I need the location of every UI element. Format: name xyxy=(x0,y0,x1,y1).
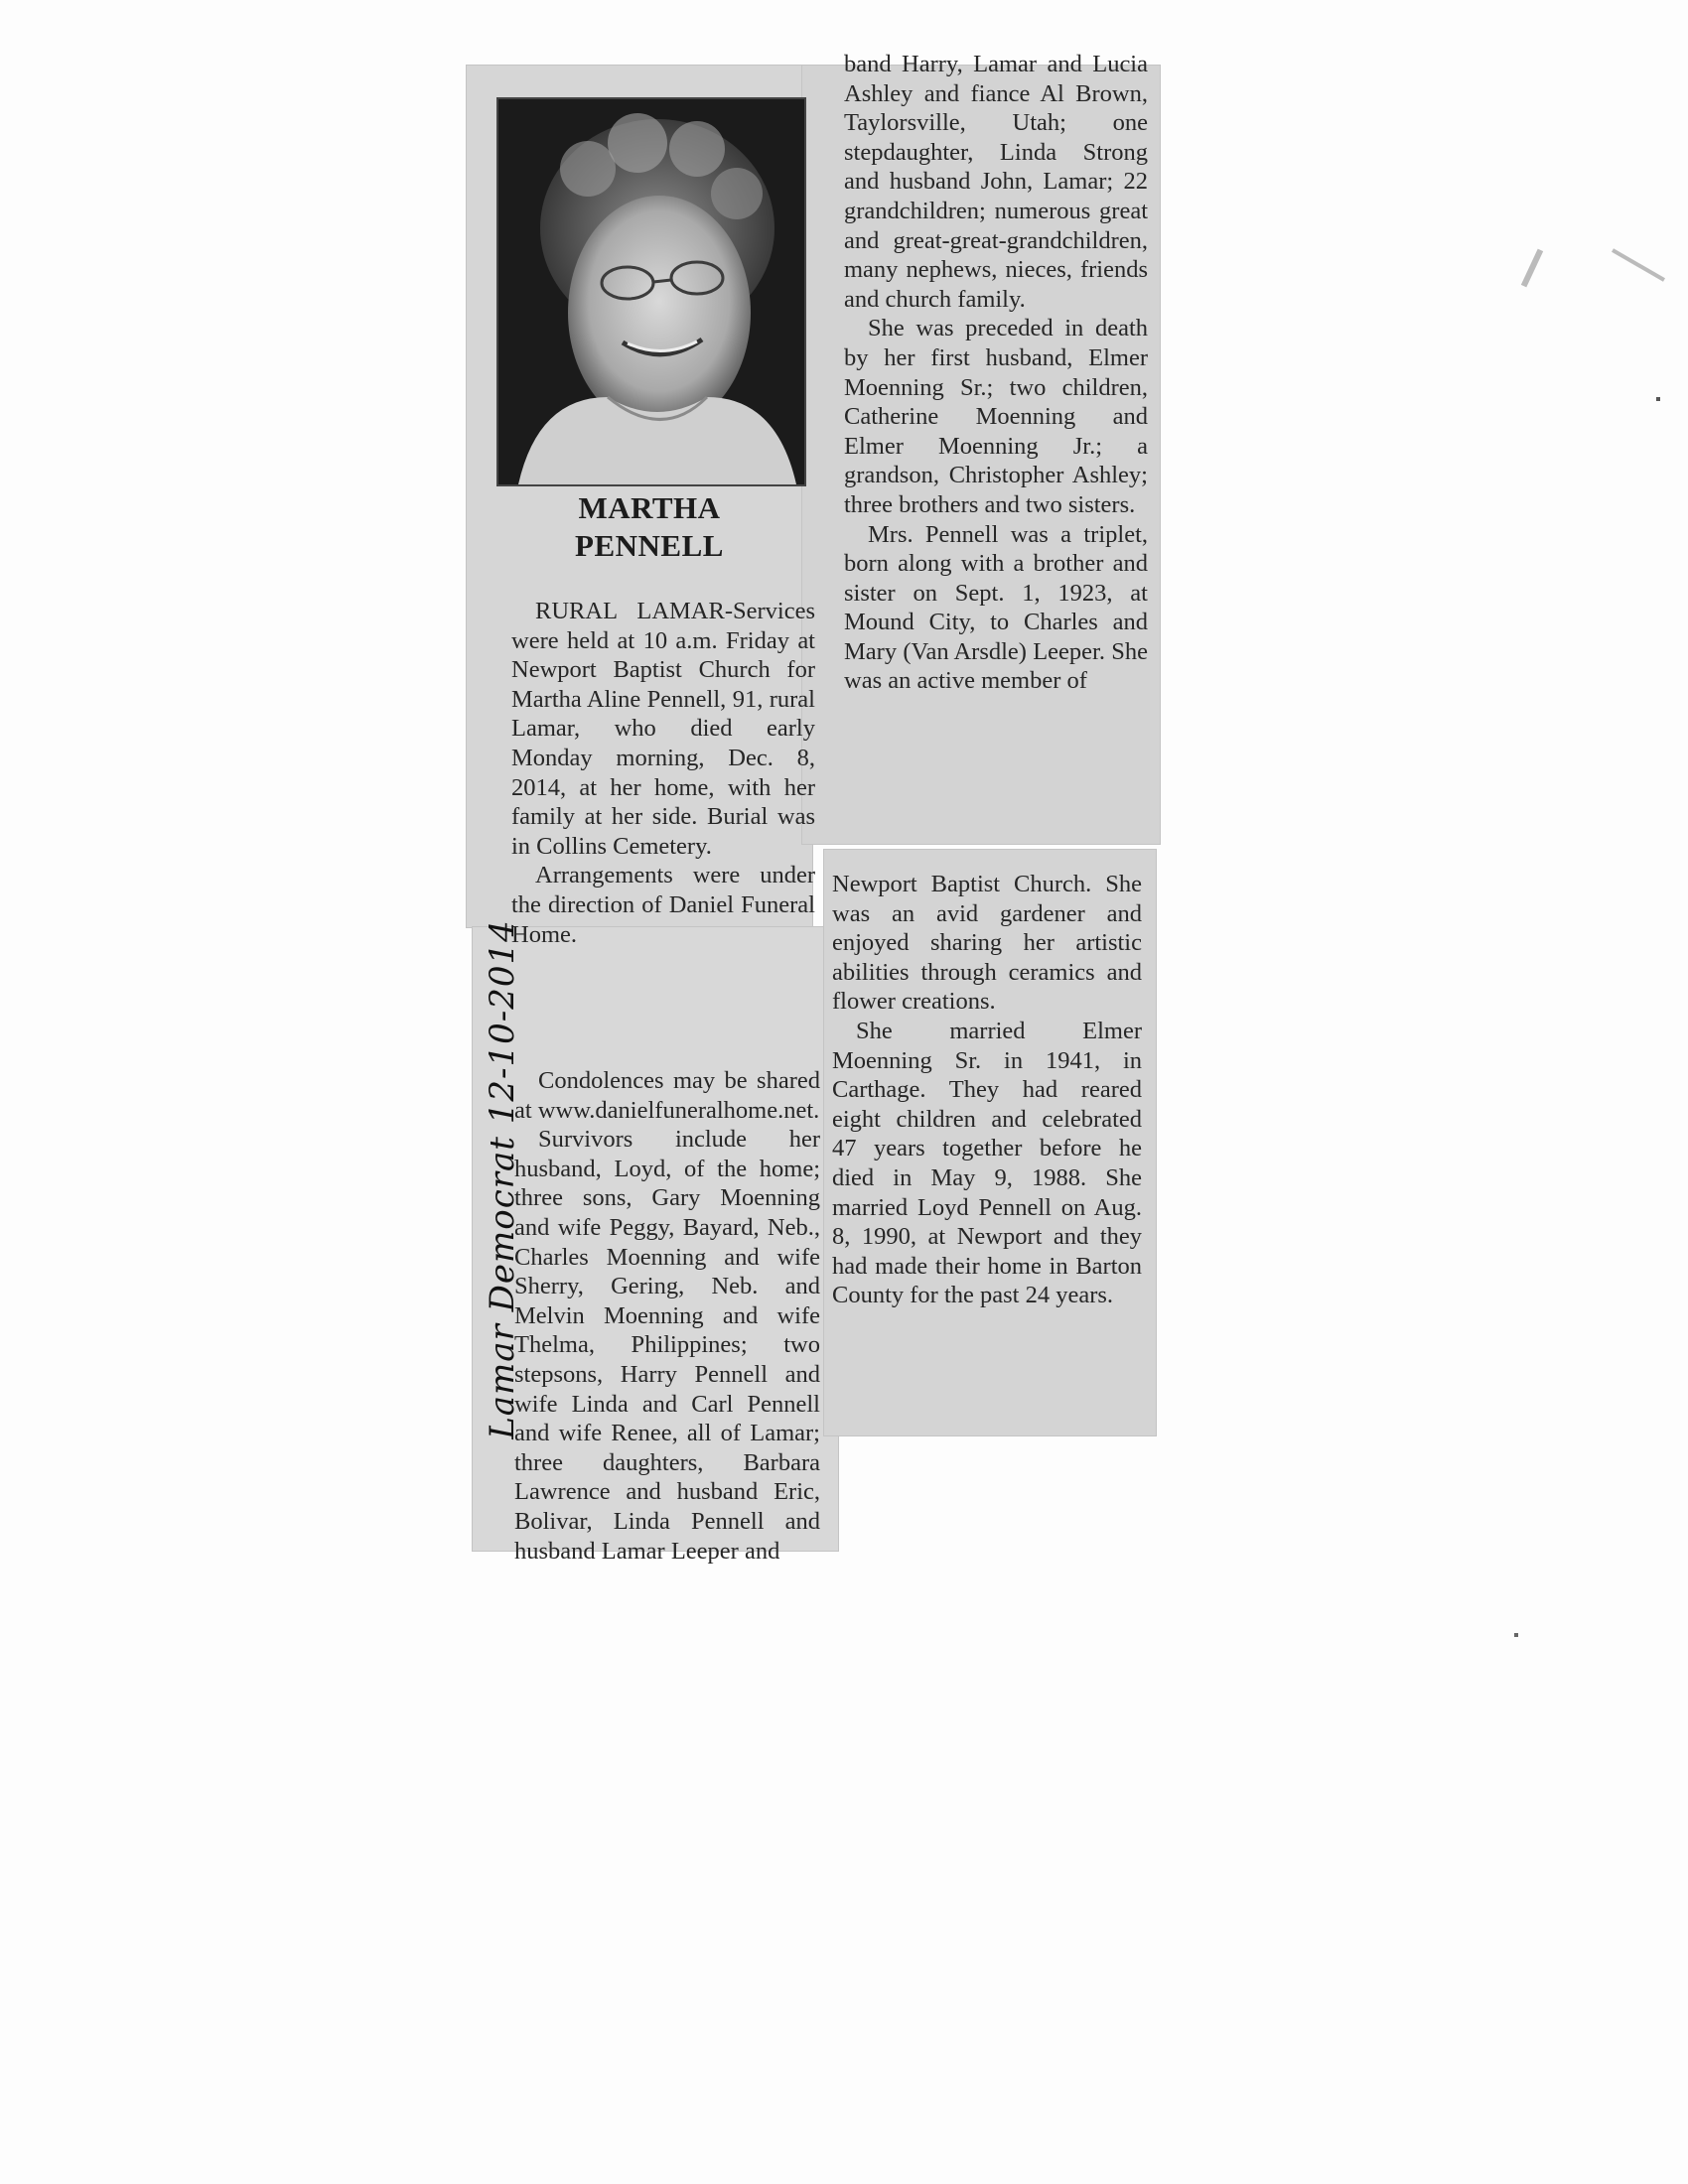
service-paragraph: RURAL LAMAR-Services were held at 10 a.m. Friday at Newport Baptist Church for Martha Aline Pennell, 91, rural Lamar, who died early Monday morning, Dec. 8, 2014, at her home, with her family at her side. Burial was in Collins Cemetery. xyxy=(511,598,815,860)
scan-mark xyxy=(1521,249,1543,288)
arrangements-paragraph: Arrangements were under the direction of Daniel Funeral Home. xyxy=(511,862,815,948)
portrait-photo xyxy=(496,97,806,486)
deceased-last-name: PENNELL xyxy=(575,528,724,563)
obituary-column-right-upper xyxy=(844,51,1148,696)
obituary-column-right-lower xyxy=(832,870,1142,1310)
survivors-paragraph: Survivors include her husband, Loyd, of the home; three sons, Gary Moenning and wife Peggy, Bayard, Neb., Charles Moenning and wife Sherry, Gering, Neb. and Melvin Moenning and wife Thelma, Philippines; two stepsons, Harry Pennell and wife Linda and Carl Pennell and wife Renee, all of Lamar; three daughters, Barbara Lawrence and husband Eric, Bolivar, Linda Pennell and husband Lamar Leeper and xyxy=(514,1126,820,1565)
scan-mark xyxy=(1514,1633,1518,1637)
handwritten-text: Lamar Democrat 12-10-2014 xyxy=(483,919,522,1439)
church-hobbies-paragraph: Newport Baptist Church. She was an avid gardener and enjoyed sharing her artistic abilities through ceramics and flower creations. xyxy=(832,871,1142,1016)
condolences-paragraph: Condolences may be shared at www.danielfuneralhome.net. xyxy=(514,1067,820,1124)
scan-mark xyxy=(1612,248,1665,281)
obituary-column-left-lower xyxy=(514,1066,820,1566)
deceased-first-name: MARTHA xyxy=(578,490,721,525)
obituary-column-left-upper xyxy=(511,597,815,949)
preceded-in-death-paragraph: She was preceded in death by her first husband, Elmer Moenning Sr.; two children, Catherine Moenning and Elmer Moenning Jr.; a grandson, Christopher Ashley; three brothers and two sisters. xyxy=(844,315,1148,518)
scan-mark xyxy=(1656,397,1660,401)
survivors-continued-paragraph: band Harry, Lamar and Lucia Ashley and fiance Al Brown, Taylorsville, Utah; one stepdaughter, Linda Strong and husband John, Lamar; 22 grandchildren; numerous great and great-great-grandchildren, many nephews, nieces, friends and church family. xyxy=(844,51,1148,313)
marriage-paragraph: She married Elmer Moenning Sr. in 1941, in Carthage. They had reared eight children and celebrated 47 years together before he died in May 9, 1988. She married Loyd Pennell on Aug. 8, 1990, at Newport and they had made their home in Barton County for the past 24 years. xyxy=(832,1017,1142,1309)
biography-paragraph: Mrs. Pennell was a triplet, born along with a brother and sister on Sept. 1, 1923, at Mound City, to Charles and Mary (Van Arsdle) Leeper. She was an active member of xyxy=(844,520,1148,695)
